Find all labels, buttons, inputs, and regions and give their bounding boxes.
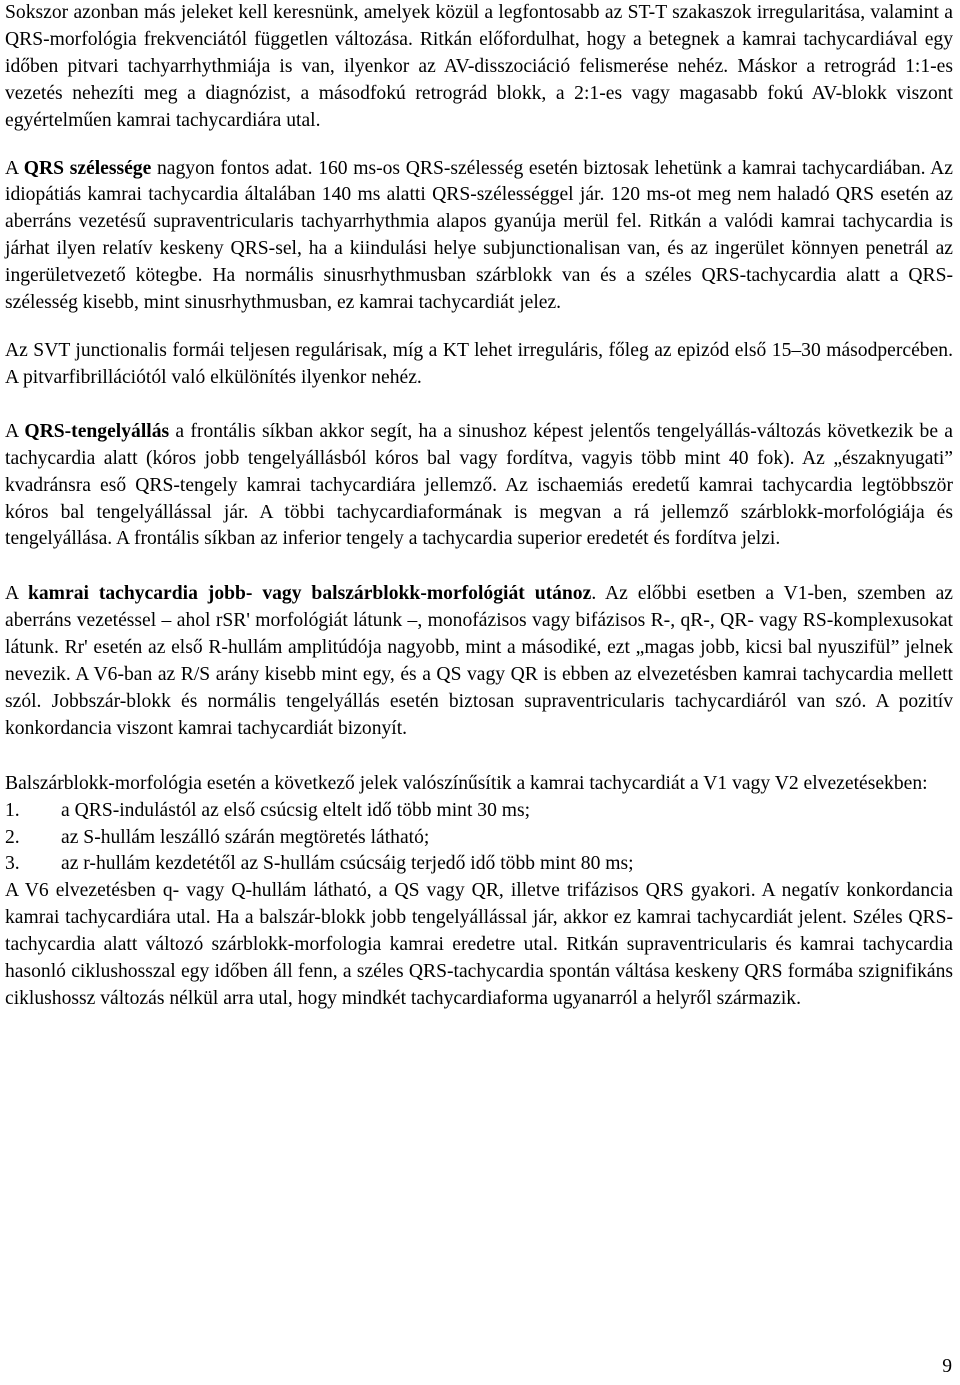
paragraph-qrs-width (5, 156, 953, 317)
paragraph-qrs-axis (5, 419, 953, 554)
list-item (5, 851, 953, 878)
paragraph-text: Az SVT junctionalis formái teljesen regulárisak, míg a KT lehet irreguláris, főleg az epizód első 15–30 másodpercében. A pitvarfibrillációtól való elkülönítés ilyenkor nehéz. (5, 339, 953, 388)
list-item-number: 2. (5, 826, 20, 848)
bold-term-qrs-width: QRS szélessége (23, 157, 152, 179)
paragraph-lead: A (5, 420, 25, 442)
paragraph-text: nagyon fontos adat. 160 ms-os QRS-szélesség esetén biztosak lehetünk a kamrai tachycardiában. Az idiopátiás kamrai tachycardia általában 140 ms alatti QRS-szélességgel jár. 120 ms-ot meg nem haladó QRS esetén az aberráns vezetésű supraventricularis tachyarrhythmia alapos gyanúja merül fel. Ritkán a valódi kamrai tachycardia is járhat ilyen relatív keskeny QRS-sel, ha a kiindulási helye subjunctionalisan van, és az ingerület könnyen penetrál az ingerületvezető kötegbe. Ha normális sinusrhythmusban szárblokk van és a széles QRS-tachycardia alatt a QRS-szélesség kisebb, mint sinusrhythmusban, ez kamrai tachycardiát jelez. (5, 157, 954, 314)
paragraph-text: Balszárblokk-morfológia esetén a következő jelek valószínűsítik a kamrai tachycardiát a V1 vagy V2 elvezetésekben: (5, 772, 928, 794)
paragraph-lead: A (5, 583, 28, 605)
list-item-text: a QRS-indulástól az első csúcsig eltelt idő több mint 30 ms; (61, 799, 531, 821)
list-item-text: az S-hullám leszálló szárán megtöretés látható; (61, 826, 430, 848)
list-item (5, 798, 953, 825)
bold-term-morphology: kamrai tachycardia jobb- vagy balszárblokk-morfológiát utánoz (27, 583, 592, 605)
list-item-number: 3. (5, 853, 20, 875)
paragraph-text: . Az előbbi esetben a V1-ben, szemben az aberráns vezetéssel – ahol rSR' morfológiát látunk –, monofázisos vagy bifázisos R-, qR-, QR- vagy RS-komplexusokat látunk. Rr' esetén az első R-hullám amplitúdója nagyobb, mint a másodiké, ezt „magas jobb, kicsi bal nyuszifül” jelnek nevezik. A V6-ban az R/S arány kisebb mint egy, és a QS vagy QR is ebben az elvezetésben kamrai tachycardia mellett szól. Jobbszár-blokk és normális tengelyállás esetén biztosan supraventricularis tachycardiáról van szó. A pozitív konkordancia viszont kamrai tachycardiát bizonyít. (5, 583, 953, 739)
list-item (5, 825, 953, 852)
paragraph-lead: A (5, 157, 24, 179)
paragraph-v6-lead (5, 878, 953, 1013)
paragraph-lbbb-criteria-intro (5, 771, 953, 798)
list-item-number: 1. (5, 799, 20, 821)
paragraph-text: A V6 elvezetésben q- vagy Q-hullám látható, a QS vagy QR, illetve trifázisos QRS gyakori. A negatív konkordancia kamrai tachycardiára utal. Ha a balszár-blokk jobb tengelyállással jár, akkor ez kamrai tachycardiát jelent. Széles QRS-tachycardia alatt változó szárblokk-morfologia kamrai eredetre utal. Ritkán supraventricularis és kamrai tachycardia hasonló ciklushosszal egy időben áll fenn, a széles QRS-tachycardia spontán váltása keskeny QRS formába szignifikáns ciklushossz változás nélkül arra utal, hogy mindkét tachycardiaforma ugyanarról a helyről származik. (5, 880, 953, 1009)
bold-term-qrs-axis: QRS-tengelyállás (24, 420, 170, 442)
paragraph-bundle-branch-morphology (5, 581, 953, 742)
paragraph-text: a frontális síkban akkor segít, ha a sinushoz képest jelentős tengelyállás-változás következik be a tachycardia alatt (kóros jobb tengelyállásból kóros bal vagy fordítva, vagyis több mint 40 fok). Az „északnyugati” kvadránsra eső QRS-tengely kamrai tachycardiára jellemző. Az ischaemiás eredetű kamrai tachycardia legtöbbször kóros bal tengelyállással jár. A többi tachycardiaformának is megvan a rá jellemző szárblokk-morfológiája és tengelyállása. A frontális síkban az inferior tengely a tachycardia superior eredetét és fordítva jelzi. (5, 420, 953, 550)
list-item-text: az r-hullám kezdetétől az S-hullám csúcsáig terjedő idő több mint 80 ms; (61, 853, 634, 875)
page-number: 9 (942, 1356, 952, 1377)
paragraph-st-t-irregularity (5, 0, 953, 135)
document-page (5, 0, 953, 1013)
paragraph-text: Sokszor azonban más jeleket kell keresnünk, amelyek közül a legfontosabb az ST-T szakaszok irregularitása, valamint a QRS-morfológia frekvenciától független változása. Ritkán előfordulhat, hogy a betegnek a kamrai tachycardiával egy időben pitvari tachyarrhythmiája is van, ilyenkor az AV-disszociáció felismerése nehéz. Máskor a retrográd 1:1-es vezetés nehezíti meg a diagnózist, a másodfokú retrográd blokk, a 2:1-es vagy magasabb fokú AV-blokk viszont egyértelműen kamrai tachycardiára utal. (5, 2, 953, 131)
paragraph-svt-junctional (5, 338, 953, 392)
criteria-list (5, 798, 953, 879)
